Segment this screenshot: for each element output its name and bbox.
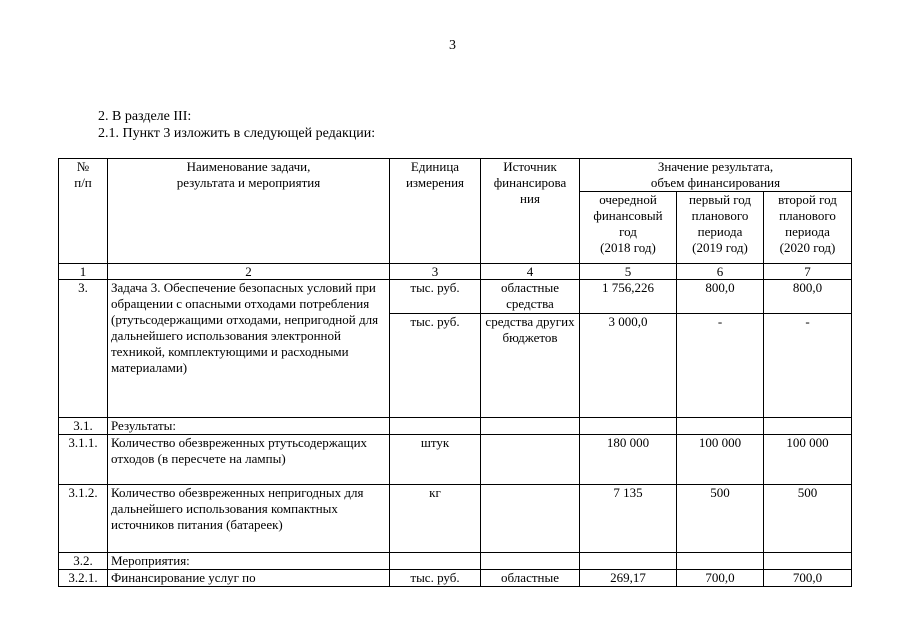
row-source: областные (481, 570, 580, 587)
column-number-row (59, 264, 852, 280)
table-row-measures (59, 553, 852, 570)
results-table (58, 158, 852, 587)
row-value-2019 (677, 418, 764, 435)
row-value-2019 (677, 553, 764, 570)
row-value-2019: 500 (677, 485, 764, 553)
row-source (481, 418, 580, 435)
row-unit (390, 418, 481, 435)
row-value-2018: 269,17 (580, 570, 677, 587)
row-unit: кг (390, 485, 481, 553)
row-unit: штук (390, 435, 481, 485)
row-source: средства других бюджетов (481, 314, 580, 418)
row-value-2018 (580, 418, 677, 435)
header-year-2019: первый год планового периода (2019 год) (677, 192, 764, 264)
header-year-2020: второй год планового периода (2020 год) (764, 192, 852, 264)
row-value-2020 (764, 553, 852, 570)
intro-line-1: 2. В разделе III: (98, 109, 192, 124)
header-year-2018: очередной финансовый год (2018 год) (580, 192, 677, 264)
column-number: 5 (580, 264, 677, 280)
header-no: № п/п (59, 159, 108, 264)
row-name: Финансирование услуг по (108, 570, 390, 587)
row-value-2018: 3 000,0 (580, 314, 677, 418)
row-number: 3.1.1. (59, 435, 108, 485)
row-name: Количество обезвреженных ртутьсодержащих отходов (в пересчете на лампы) (108, 435, 390, 485)
row-source (481, 435, 580, 485)
row-value-2018 (580, 553, 677, 570)
row-name: Количество обезвреженных непригодных для дальнейшего использования компактных источников питания (батареек) (108, 485, 390, 553)
column-number: 1 (59, 264, 108, 280)
row-value-2020: 100 000 (764, 435, 852, 485)
row-number: 3.2.1. (59, 570, 108, 587)
table-row-3-1-1 (59, 435, 852, 485)
row-unit (390, 553, 481, 570)
row-unit: тыс. руб. (390, 570, 481, 587)
table-row-task3-regional (59, 280, 852, 314)
column-number: 6 (677, 264, 764, 280)
intro-text (98, 108, 375, 142)
row-name: Результаты: (108, 418, 390, 435)
row-number: 3.1.2. (59, 485, 108, 553)
row-number: 3. (59, 280, 108, 418)
header-row (59, 159, 852, 192)
row-value-2019: 800,0 (677, 280, 764, 314)
row-value-2020 (764, 418, 852, 435)
row-source (481, 485, 580, 553)
page-number: 3 (449, 38, 456, 53)
table-row-results (59, 418, 852, 435)
row-source (481, 553, 580, 570)
row-value-2020: 800,0 (764, 280, 852, 314)
header-value-group: Значение результата, объем финансирования (580, 159, 852, 192)
column-number: 7 (764, 264, 852, 280)
row-value-2018: 180 000 (580, 435, 677, 485)
row-unit: тыс. руб. (390, 280, 481, 314)
row-unit: тыс. руб. (390, 314, 481, 418)
row-value-2019: 100 000 (677, 435, 764, 485)
intro-line-2: 2.1. Пункт 3 изложить в следующей редакции: (98, 126, 376, 141)
row-value-2018: 1 756,226 (580, 280, 677, 314)
row-value-2019: 700,0 (677, 570, 764, 587)
row-number: 3.2. (59, 553, 108, 570)
table-row-3-2-1 (59, 570, 852, 587)
row-value-2020: - (764, 314, 852, 418)
row-value-2020: 500 (764, 485, 852, 553)
column-number: 3 (390, 264, 481, 280)
row-name: Мероприятия: (108, 553, 390, 570)
header-unit: Единица измерения (390, 159, 481, 264)
row-source: областные средства (481, 280, 580, 314)
column-number: 2 (108, 264, 390, 280)
row-value-2020: 700,0 (764, 570, 852, 587)
column-number: 4 (481, 264, 580, 280)
row-name: Задача 3. Обеспечение безопасных условий при обращении с опасными отходами потребления (ртутьсодержащими отходами, непригодной для дальнейшего использования электронной техникой, комплектующими и расходными материалами) (108, 280, 390, 418)
table-row-3-1-2 (59, 485, 852, 553)
row-value-2019: - (677, 314, 764, 418)
row-value-2018: 7 135 (580, 485, 677, 553)
row-number: 3.1. (59, 418, 108, 435)
header-name: Наименование задачи, результата и мероприятия (108, 159, 390, 264)
header-source: Источник финансирова ния (481, 159, 580, 264)
